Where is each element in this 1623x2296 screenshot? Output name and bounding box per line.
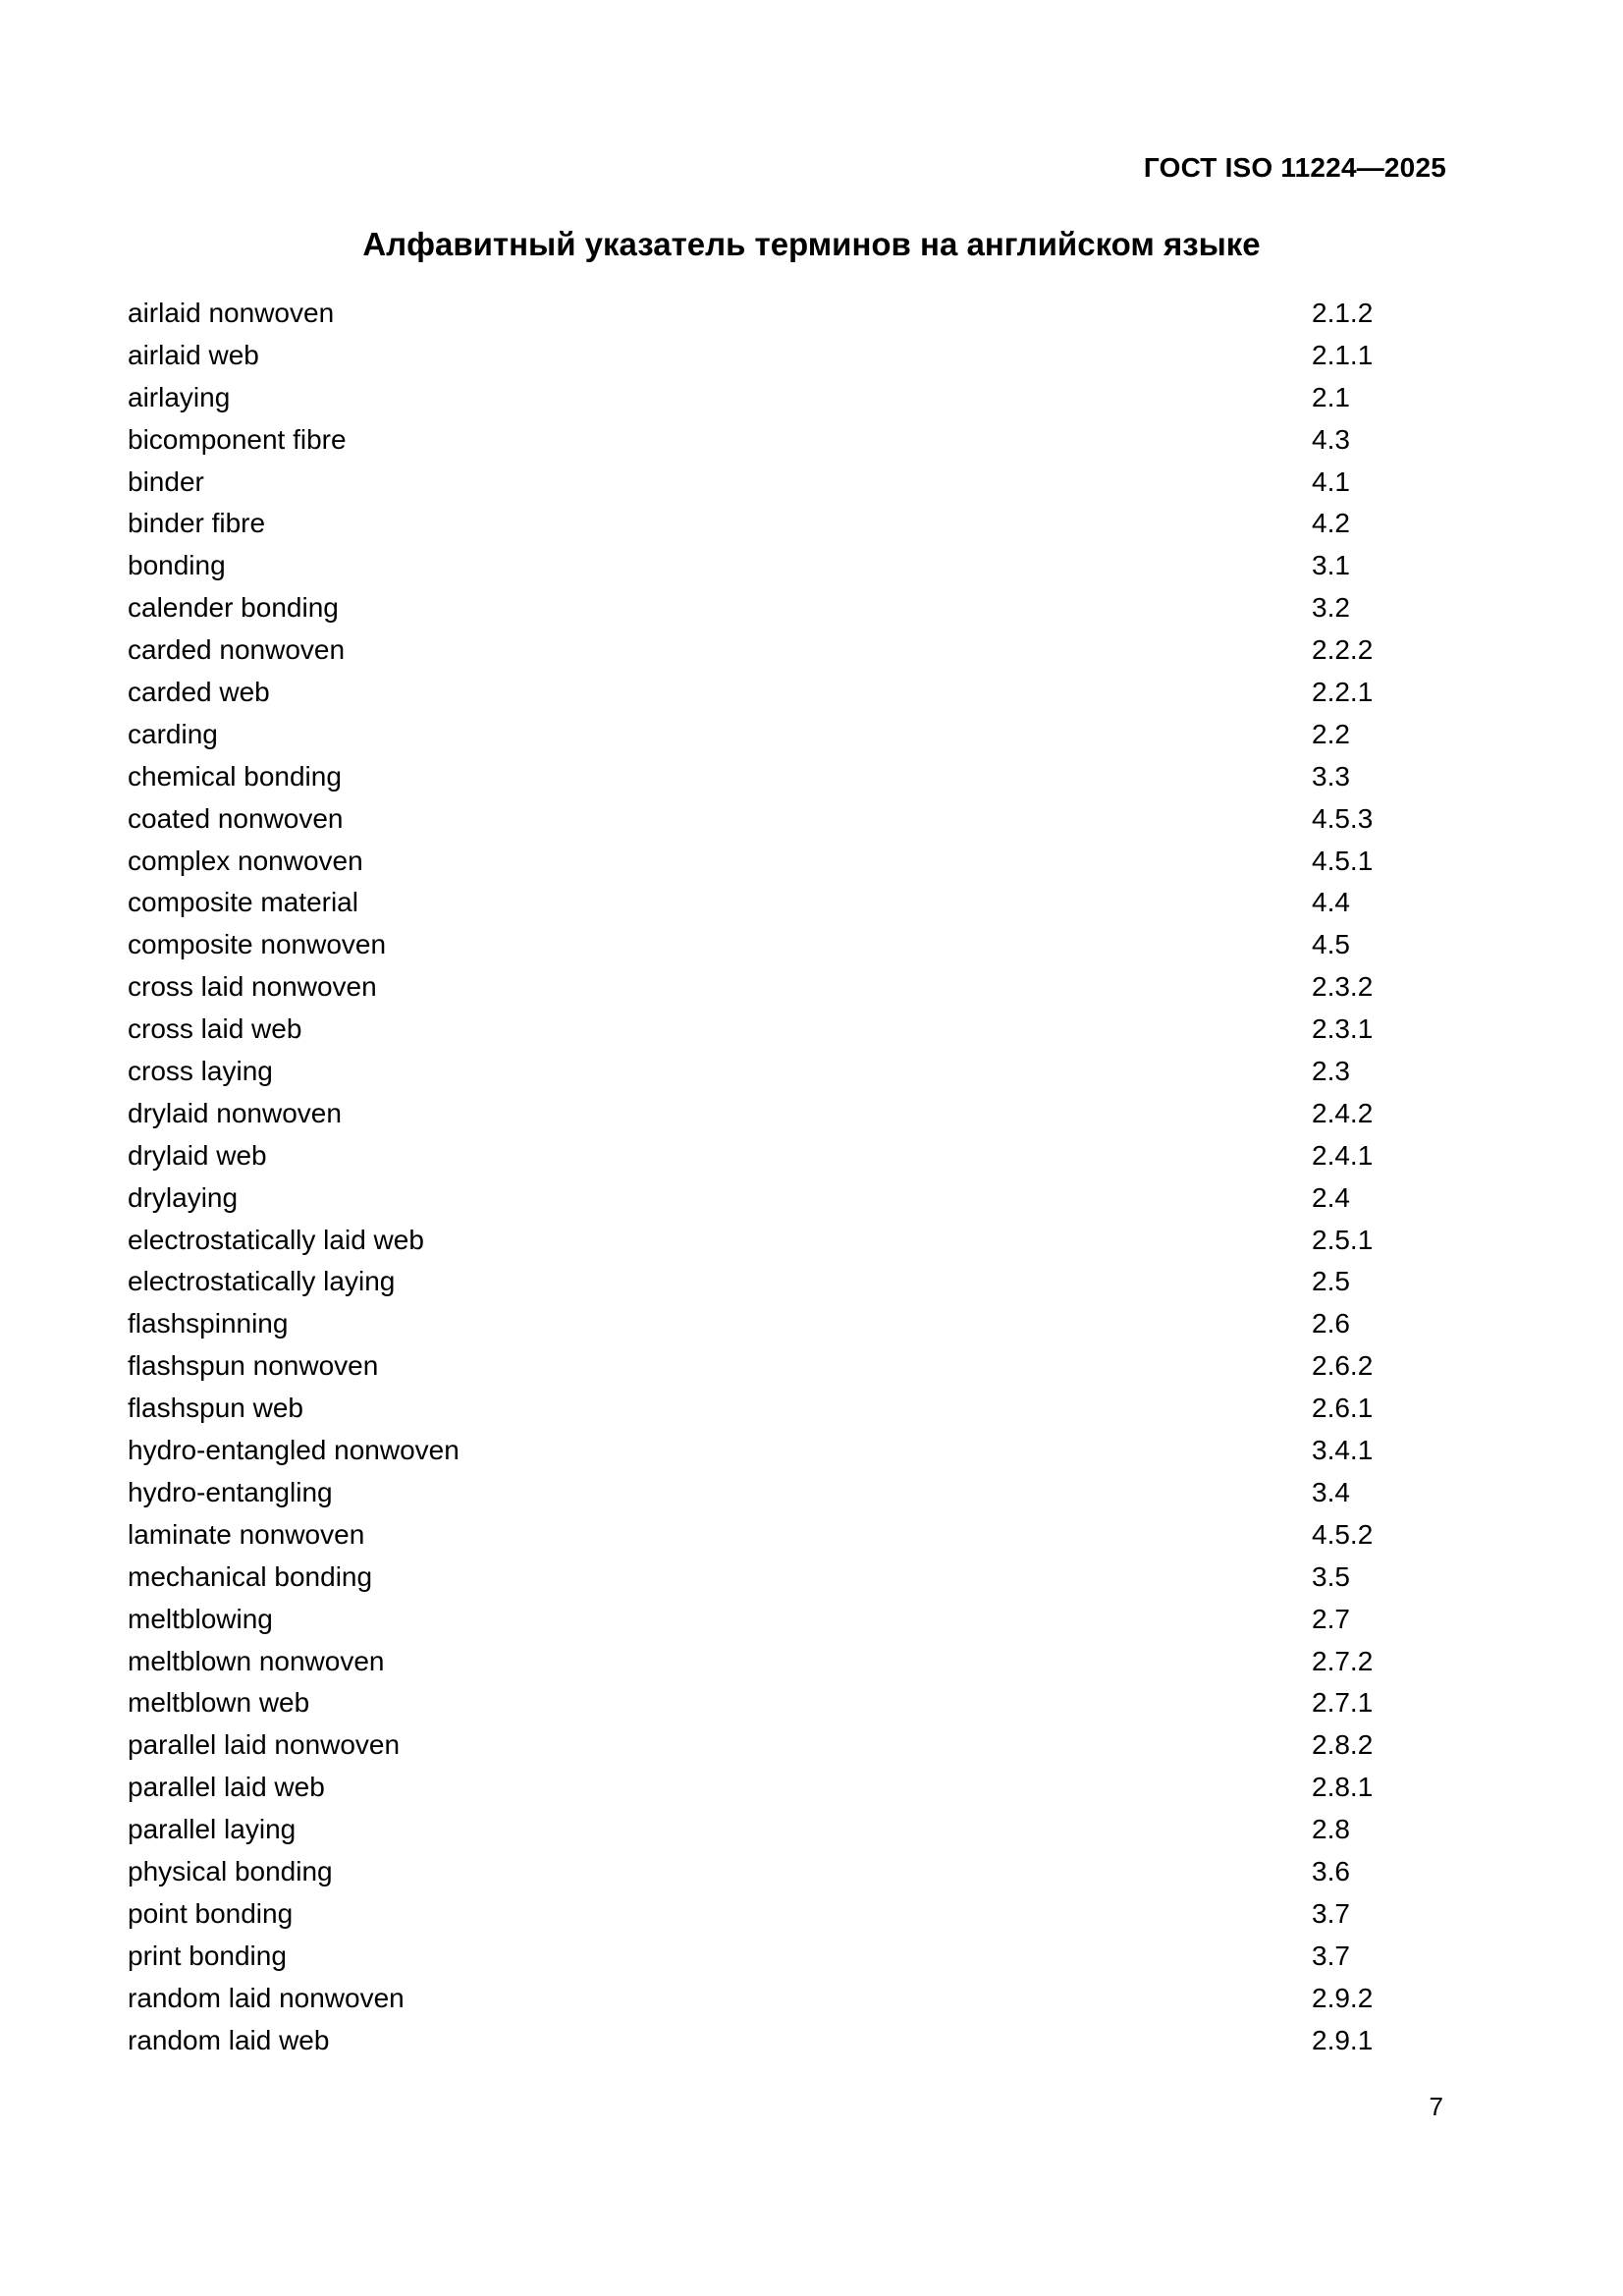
index-term: meltblown web xyxy=(128,1687,310,1719)
index-ref-number: 3.7 xyxy=(1312,1897,1350,1929)
index-entry xyxy=(128,841,1404,883)
index-term: parallel laid web xyxy=(128,1772,325,1803)
index-term: flashspinning xyxy=(128,1308,289,1339)
index-entry xyxy=(128,1093,1404,1135)
index-entry xyxy=(128,1051,1404,1093)
index-entry xyxy=(128,1724,1404,1767)
index-term: composite material xyxy=(128,887,358,918)
index-term: meltblown nonwoven xyxy=(128,1645,385,1676)
index-ref-number: 3.2 xyxy=(1312,592,1350,624)
index-term: electrostatically laid web xyxy=(128,1224,424,1255)
index-entry xyxy=(128,1557,1404,1599)
index-term: flashspun web xyxy=(128,1393,304,1424)
index-entry xyxy=(128,462,1404,504)
index-entry xyxy=(128,1767,1404,1809)
index-ref-number: 4.5.1 xyxy=(1312,845,1374,876)
index-ref-number: 4.2 xyxy=(1312,508,1350,539)
index-ref-number: 2.3.1 xyxy=(1312,1013,1374,1045)
index-entry xyxy=(128,966,1404,1009)
index-entry xyxy=(128,1641,1404,1683)
index-entry xyxy=(128,1599,1404,1641)
index-ref-number: 2.8 xyxy=(1312,1814,1350,1845)
index-ref-number: 3.6 xyxy=(1312,1855,1350,1886)
index-term: drylaying xyxy=(128,1181,239,1213)
index-ref-number: 3.7 xyxy=(1312,1940,1350,1971)
index-ref-number: 4.5 xyxy=(1312,929,1350,960)
index-ref-number: 2.5.1 xyxy=(1312,1224,1374,1255)
index-term: coated nonwoven xyxy=(128,802,344,834)
index-ref-number: 4.3 xyxy=(1312,423,1350,455)
index-ref-number: 3.5 xyxy=(1312,1560,1350,1592)
index-entry xyxy=(128,1472,1404,1514)
index-ref-number: 2.4.2 xyxy=(1312,1097,1374,1128)
index-entry xyxy=(128,798,1404,841)
index-ref-number: 2.3.2 xyxy=(1312,971,1374,1003)
index-entry xyxy=(128,1303,1404,1345)
index-ref-number: 2.9.2 xyxy=(1312,1982,1374,2013)
index-term: binder xyxy=(128,465,204,497)
document-code: ГОСТ ISO 11224—2025 xyxy=(1143,152,1446,183)
index-ref-number: 4.4 xyxy=(1312,887,1350,918)
index-term: electrostatically laying xyxy=(128,1266,396,1297)
index-ref-number: 2.1 xyxy=(1312,381,1350,412)
index-ref-number: 2.9.1 xyxy=(1312,2024,1374,2055)
index-ref-number: 2.2.2 xyxy=(1312,634,1374,666)
index-entry xyxy=(128,1345,1404,1388)
index-ref-number: 2.4.1 xyxy=(1312,1139,1374,1171)
index-entry xyxy=(128,1261,1404,1303)
index-entry xyxy=(128,1809,1404,1851)
index-term: physical bonding xyxy=(128,1855,333,1886)
index-entry xyxy=(128,1514,1404,1557)
index-ref-number: 2.6.2 xyxy=(1312,1350,1374,1382)
index-entry xyxy=(128,1388,1404,1430)
index-ref-number: 2.7.1 xyxy=(1312,1687,1374,1719)
index-term: parallel laid nonwoven xyxy=(128,1729,401,1761)
index-term: flashspun nonwoven xyxy=(128,1350,379,1382)
index-term: calender bonding xyxy=(128,592,339,624)
index-term: mechanical bonding xyxy=(128,1560,373,1592)
index-entry xyxy=(128,1936,1404,1978)
index-ref-number: 2.1.1 xyxy=(1312,339,1374,370)
index-term: carding xyxy=(128,718,218,749)
page-title: Алфавитный указатель терминов на английском языке xyxy=(362,226,1261,262)
index-entry xyxy=(128,503,1404,545)
term-index-list xyxy=(128,293,1404,2061)
index-entry xyxy=(128,882,1404,924)
index-entry xyxy=(128,1009,1404,1051)
index-ref-number: 2.1.2 xyxy=(1312,298,1374,328)
index-entry xyxy=(128,1978,1404,2020)
index-entry xyxy=(128,2020,1404,2062)
index-term: parallel laying xyxy=(128,1814,297,1845)
index-term: bicomponent fibre xyxy=(128,423,347,455)
index-ref-number: 3.1 xyxy=(1312,550,1350,581)
index-entry xyxy=(128,419,1404,462)
index-term: point bonding xyxy=(128,1897,294,1929)
index-term: print bonding xyxy=(128,1940,287,1971)
index-term: cross laid web xyxy=(128,1013,302,1045)
index-entry xyxy=(128,629,1404,672)
index-entry xyxy=(128,672,1404,714)
index-ref-number: 2.8.2 xyxy=(1312,1729,1374,1761)
index-term: carded nonwoven xyxy=(128,634,346,666)
index-ref-number: 2.8.1 xyxy=(1312,1772,1374,1803)
index-term: binder fibre xyxy=(128,508,266,539)
index-ref-number: 2.4 xyxy=(1312,1181,1350,1213)
index-term: composite nonwoven xyxy=(128,929,387,960)
index-entry xyxy=(128,756,1404,798)
index-ref-number: 4.1 xyxy=(1312,465,1350,497)
index-ref-number: 2.6 xyxy=(1312,1308,1350,1339)
index-ref-number: 2.7 xyxy=(1312,1603,1350,1634)
index-entry xyxy=(128,377,1404,419)
index-term: random laid web xyxy=(128,2024,330,2055)
index-ref-number: 2.3 xyxy=(1312,1056,1350,1087)
index-entry xyxy=(128,293,1404,335)
index-term: bonding xyxy=(128,550,226,581)
index-term: laminate nonwoven xyxy=(128,1518,365,1550)
index-term: meltblowing xyxy=(128,1603,273,1634)
index-entry xyxy=(128,1430,1404,1472)
index-ref-number: 2.2 xyxy=(1312,718,1350,749)
index-term: airlaid nonwoven xyxy=(128,298,335,328)
index-term: chemical bonding xyxy=(128,760,342,792)
index-entry xyxy=(128,587,1404,629)
index-ref-number: 3.4 xyxy=(1312,1476,1350,1507)
index-ref-number: 4.5.2 xyxy=(1312,1518,1374,1550)
index-term: hydro-entangled nonwoven xyxy=(128,1435,460,1466)
index-term: carded web xyxy=(128,677,270,708)
index-term: complex nonwoven xyxy=(128,845,363,876)
index-term: drylaid web xyxy=(128,1139,267,1171)
index-term: cross laying xyxy=(128,1056,273,1087)
index-term: random laid nonwoven xyxy=(128,1982,405,2013)
index-entry xyxy=(128,714,1404,756)
index-entry xyxy=(128,1851,1404,1893)
index-entry xyxy=(128,1177,1404,1220)
index-entry xyxy=(128,335,1404,377)
index-ref-number: 3.3 xyxy=(1312,760,1350,792)
page-number: 7 xyxy=(1429,2092,1443,2121)
index-entry xyxy=(128,1893,1404,1936)
index-term: drylaid nonwoven xyxy=(128,1097,342,1128)
index-ref-number: 2.6.1 xyxy=(1312,1393,1374,1424)
index-term: cross laid nonwoven xyxy=(128,971,377,1003)
index-ref-number: 2.5 xyxy=(1312,1266,1350,1297)
index-entry xyxy=(128,545,1404,587)
index-term: hydro-entangling xyxy=(128,1476,333,1507)
index-ref-number: 2.2.1 xyxy=(1312,677,1374,708)
index-ref-number: 3.4.1 xyxy=(1312,1435,1374,1466)
index-entry xyxy=(128,1135,1404,1177)
index-entry xyxy=(128,924,1404,966)
index-term: airlaid web xyxy=(128,339,259,370)
index-entry xyxy=(128,1682,1404,1724)
index-ref-number: 2.7.2 xyxy=(1312,1645,1374,1676)
index-term: airlaying xyxy=(128,381,231,412)
index-ref-number: 4.5.3 xyxy=(1312,802,1374,834)
index-entry xyxy=(128,1220,1404,1262)
